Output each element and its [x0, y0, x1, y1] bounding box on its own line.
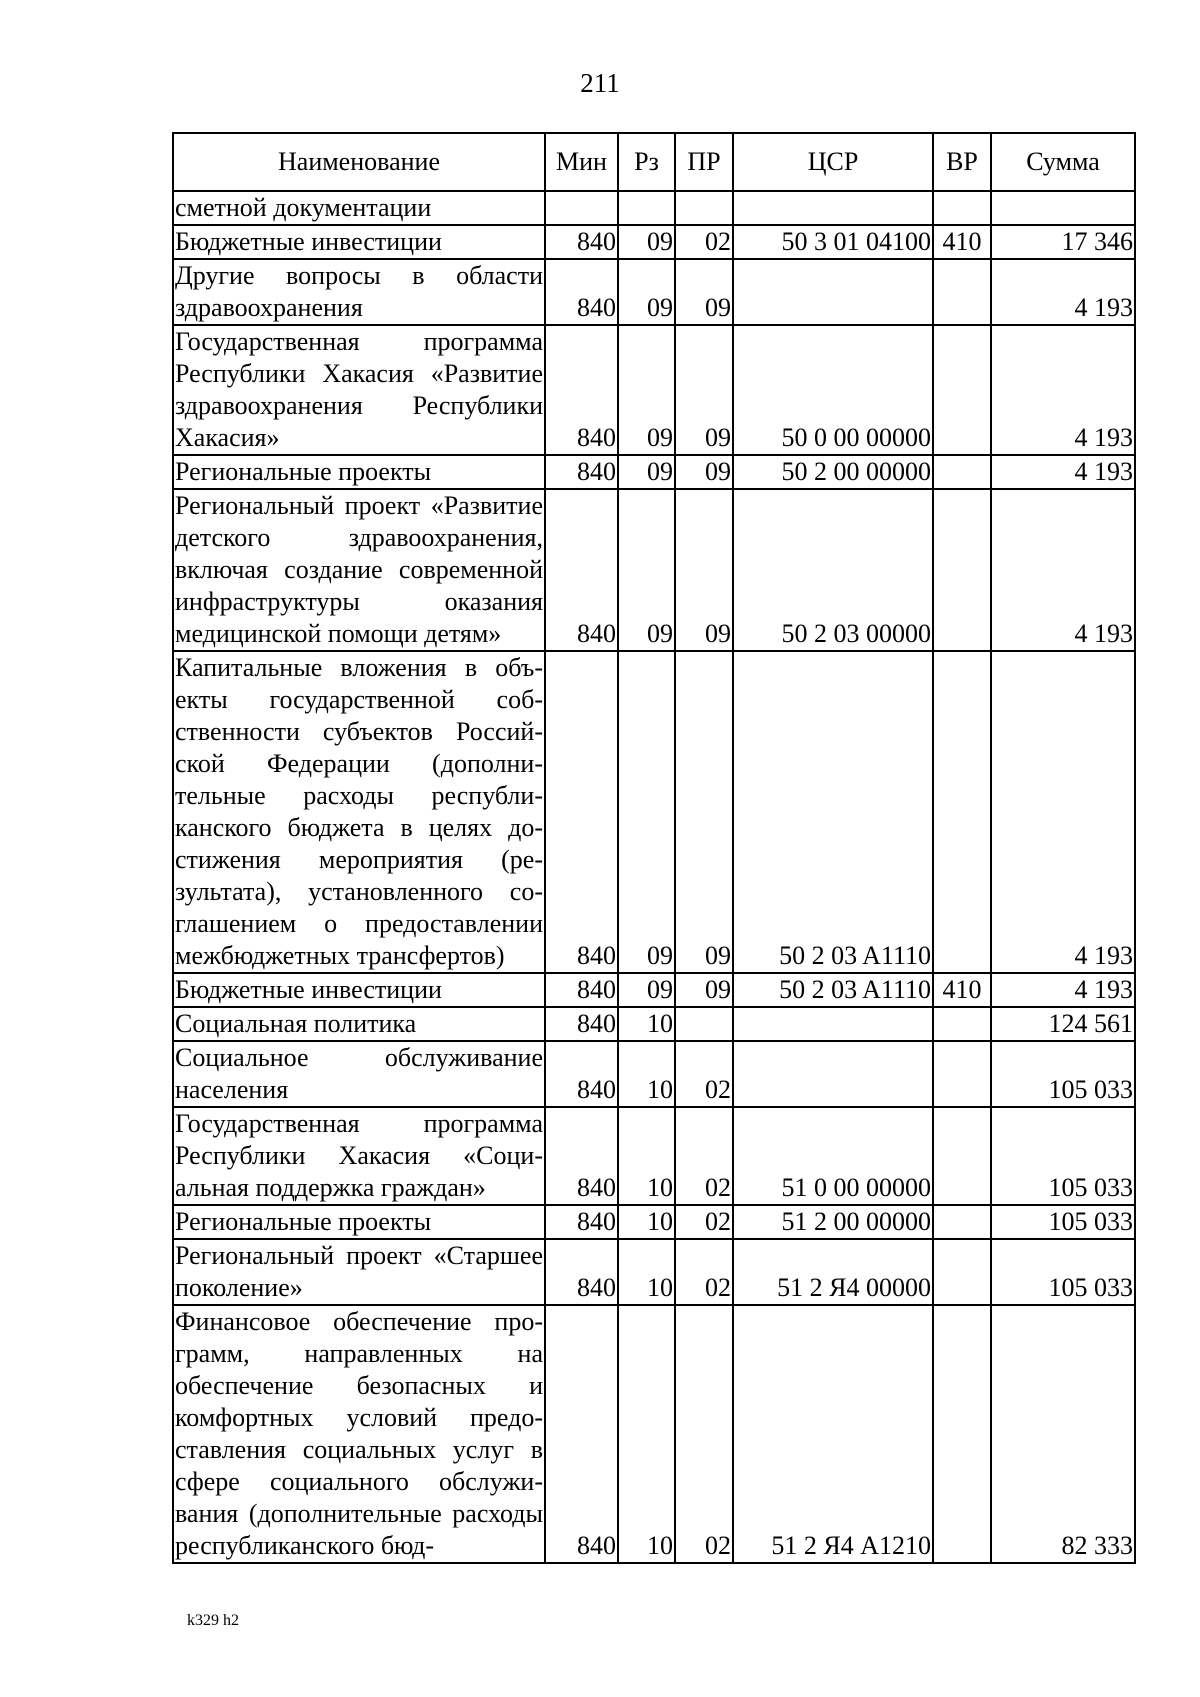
cell-min: 840	[545, 1007, 618, 1041]
cell-sum: 4 193	[991, 973, 1135, 1007]
cell-pr: 09	[675, 651, 733, 973]
table-row	[173, 1239, 1135, 1305]
cell-pr: 09	[675, 325, 733, 455]
cell-min: 840	[545, 1205, 618, 1239]
table-row	[173, 225, 1135, 259]
cell-min: 840	[545, 651, 618, 973]
cell-csr	[733, 1041, 933, 1107]
cell-name: Региональные проекты	[173, 1205, 545, 1239]
cell-min: 840	[545, 1305, 618, 1563]
cell-pr: 02	[675, 1205, 733, 1239]
cell-csr: 51 2 Я4 00000	[733, 1239, 933, 1305]
cell-rz: 09	[618, 225, 675, 259]
header-min: Мин	[545, 133, 618, 191]
cell-min: 840	[545, 1239, 618, 1305]
cell-pr: 09	[675, 259, 733, 325]
cell-rz: 09	[618, 489, 675, 651]
table-row	[173, 325, 1135, 455]
cell-sum: 4 193	[991, 259, 1135, 325]
cell-csr	[733, 259, 933, 325]
cell-pr: 02	[675, 1239, 733, 1305]
cell-csr: 51 0 00 00000	[733, 1107, 933, 1205]
table-row	[173, 1007, 1135, 1041]
cell-name: Капитальные вложения в объекты государственной собственности субъектов Российской Федерации (дополнительные расходы республиканского бюджета в целях достижения мероприятия (результата), установленного соглашением о предоставлении межбюджетных трансфертов)	[173, 651, 545, 973]
cell-pr: 09	[675, 489, 733, 651]
header-csr: ЦСР	[733, 133, 933, 191]
header-row	[173, 133, 1135, 191]
cell-min	[545, 191, 618, 225]
cell-sum: 105 033	[991, 1041, 1135, 1107]
cell-sum: 105 033	[991, 1107, 1135, 1205]
cell-vr	[933, 259, 991, 325]
cell-sum: 82 333	[991, 1305, 1135, 1563]
cell-name: Региональные проекты	[173, 455, 545, 489]
budget-table	[172, 132, 1136, 1564]
cell-csr	[733, 1007, 933, 1041]
cell-pr: 02	[675, 1107, 733, 1205]
cell-min: 840	[545, 1107, 618, 1205]
cell-vr	[933, 651, 991, 973]
cell-pr	[675, 191, 733, 225]
cell-pr: 02	[675, 1305, 733, 1563]
cell-rz: 10	[618, 1007, 675, 1041]
cell-name: Другие вопросы в области здравоохранения	[173, 259, 545, 325]
table-row	[173, 259, 1135, 325]
cell-name: Бюджетные инвестиции	[173, 225, 545, 259]
table-row	[173, 1305, 1135, 1563]
cell-sum: 105 033	[991, 1239, 1135, 1305]
cell-name: Финансовое обеспечение программ, направленных на обеспечение безопасных и комфортных условий предоставления социальных услуг в сфере социального обслуживания (дополнительные расходы республиканского бюд-	[173, 1305, 545, 1563]
cell-vr	[933, 489, 991, 651]
cell-pr: 02	[675, 225, 733, 259]
cell-pr	[675, 1007, 733, 1041]
cell-vr	[933, 1305, 991, 1563]
cell-name: Региональный проект «Развитие детского здравоохранения, включая создание современной инфраструктуры оказания медицинской помощи детям»	[173, 489, 545, 651]
header-vr: ВР	[933, 133, 991, 191]
cell-sum: 4 193	[991, 651, 1135, 973]
cell-rz: 09	[618, 259, 675, 325]
table-row	[173, 191, 1135, 225]
header-name: Наименование	[173, 133, 545, 191]
cell-sum: 4 193	[991, 455, 1135, 489]
table-row	[173, 1107, 1135, 1205]
cell-rz: 10	[618, 1239, 675, 1305]
table-row	[173, 1205, 1135, 1239]
cell-vr	[933, 1205, 991, 1239]
cell-rz: 10	[618, 1041, 675, 1107]
header-sum: Сумма	[991, 133, 1135, 191]
cell-sum: 17 346	[991, 225, 1135, 259]
cell-vr	[933, 1007, 991, 1041]
cell-csr: 50 2 03 A1110	[733, 973, 933, 1007]
footer-code: k329 h2	[187, 1612, 239, 1629]
cell-min: 840	[545, 259, 618, 325]
cell-sum: 4 193	[991, 489, 1135, 651]
cell-min: 840	[545, 225, 618, 259]
cell-min: 840	[545, 325, 618, 455]
cell-pr: 02	[675, 1041, 733, 1107]
cell-sum: 105 033	[991, 1205, 1135, 1239]
cell-min: 840	[545, 973, 618, 1007]
cell-rz: 10	[618, 1305, 675, 1563]
cell-csr: 50 2 03 00000	[733, 489, 933, 651]
table-row	[173, 651, 1135, 973]
cell-name: сметной документации	[173, 191, 545, 225]
cell-rz	[618, 191, 675, 225]
cell-rz: 09	[618, 455, 675, 489]
cell-name: Государственная программа Республики Хакасия «Развитие здравоохранения Республики Хакасия»	[173, 325, 545, 455]
cell-name: Социальное обслуживание населения	[173, 1041, 545, 1107]
cell-csr: 51 2 Я4 A1210	[733, 1305, 933, 1563]
cell-rz: 09	[618, 325, 675, 455]
cell-rz: 09	[618, 651, 675, 973]
cell-rz: 10	[618, 1205, 675, 1239]
cell-pr: 09	[675, 455, 733, 489]
cell-csr: 50 2 00 00000	[733, 455, 933, 489]
cell-name: Региональный проект «Старшее поколение»	[173, 1239, 545, 1305]
table-row	[173, 489, 1135, 651]
cell-csr: 51 2 00 00000	[733, 1205, 933, 1239]
cell-vr: 410	[933, 225, 991, 259]
page-number: 211	[580, 68, 620, 98]
cell-pr: 09	[675, 973, 733, 1007]
cell-rz: 10	[618, 1107, 675, 1205]
cell-min: 840	[545, 489, 618, 651]
cell-rz: 09	[618, 973, 675, 1007]
cell-sum: 4 193	[991, 325, 1135, 455]
table-row	[173, 973, 1135, 1007]
header-pr: ПР	[675, 133, 733, 191]
cell-sum: 124 561	[991, 1007, 1135, 1041]
cell-vr: 410	[933, 973, 991, 1007]
cell-csr	[733, 191, 933, 225]
table-row	[173, 455, 1135, 489]
cell-vr	[933, 191, 991, 225]
header-rz: Рз	[618, 133, 675, 191]
cell-name: Бюджетные инвестиции	[173, 973, 545, 1007]
cell-name: Социальная политика	[173, 1007, 545, 1041]
cell-vr	[933, 1107, 991, 1205]
cell-vr	[933, 455, 991, 489]
cell-min: 840	[545, 455, 618, 489]
cell-sum	[991, 191, 1135, 225]
cell-vr	[933, 325, 991, 455]
cell-name: Государственная программа Республики Хакасия «Социальная поддержка граждан»	[173, 1107, 545, 1205]
cell-vr	[933, 1041, 991, 1107]
cell-csr: 50 0 00 00000	[733, 325, 933, 455]
cell-min: 840	[545, 1041, 618, 1107]
cell-csr: 50 2 03 A1110	[733, 651, 933, 973]
cell-vr	[933, 1239, 991, 1305]
cell-csr: 50 3 01 04100	[733, 225, 933, 259]
table-row	[173, 1041, 1135, 1107]
